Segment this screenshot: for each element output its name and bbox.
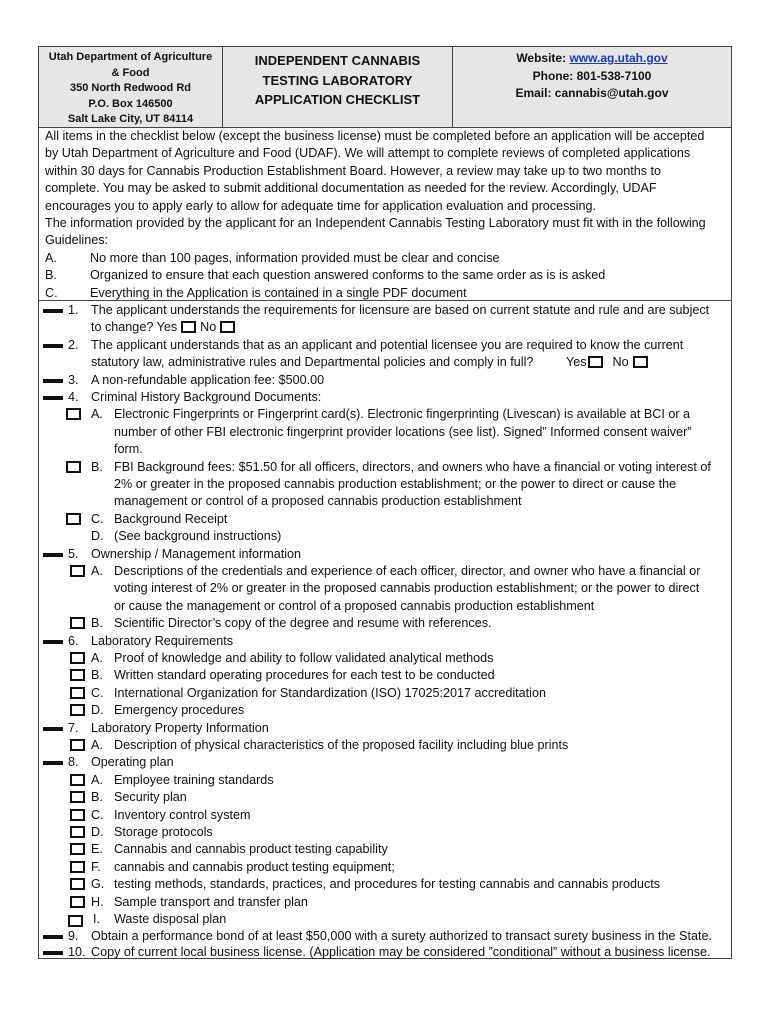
item-1-continued: to change? Yes No bbox=[39, 319, 731, 336]
checkbox[interactable] bbox=[70, 704, 85, 716]
website-link[interactable]: www.ag.utah.gov bbox=[569, 51, 668, 65]
checkbox[interactable] bbox=[70, 687, 85, 699]
checkbox[interactable] bbox=[70, 896, 85, 908]
form-title: INDEPENDENT CANNABIS TESTING LABORATORY APPLICATION CHECKLIST bbox=[223, 47, 453, 127]
section-divider bbox=[39, 300, 731, 301]
checklist-form bbox=[38, 46, 732, 959]
item-4c: C. Background Receipt bbox=[39, 511, 731, 528]
item-marker bbox=[43, 553, 63, 557]
checkbox[interactable] bbox=[70, 826, 85, 838]
item-8f: F. cannabis and cannabis product testing equipment; bbox=[39, 859, 731, 876]
checkbox[interactable] bbox=[70, 739, 85, 751]
checkbox[interactable] bbox=[70, 565, 85, 577]
guideline-b: B. Organized to ensure that each question answered conforms to the same order as is is asked bbox=[45, 268, 606, 283]
item-8h: H. Sample transport and transfer plan bbox=[39, 894, 731, 911]
item-6c: C. International Organization for Standardization (ISO) 17025:2017 accreditation bbox=[39, 685, 731, 702]
item-8c: C. Inventory control system bbox=[39, 807, 731, 824]
yes-checkbox[interactable] bbox=[588, 356, 603, 368]
item-marker bbox=[43, 379, 63, 383]
checkbox[interactable] bbox=[70, 791, 85, 803]
item-6a: A. Proof of knowledge and ability to follow validated analytical methods bbox=[39, 650, 731, 667]
guideline-a: A. No more than 100 pages, information provided must be clear and concise bbox=[45, 250, 500, 265]
instructions: All items in the checklist below (except the business license) must be completed before an application will be accepted by Utah Department of Agriculture and Food (UDAF). We will attempt to complete reviews of completed applications within 30 days for Cannabis Production Establishment Board. However, a review may take up to two months to complete. You may be asked to submit additional documentation as needed for the review. Accordingly, UDAF encourages you to apply early to allow for adequate time for application evaluation and processing. The information provided by the applicant for an Independent Cannabis Testing Laboratory must fit with in the following Guidelines: A. No more than 100 pages, information provided must be clear and concise B. Organized to ensure that each question answered conforms to the same order as is is asked C. Everything in the Application is contained in a single PDF document bbox=[45, 128, 729, 302]
item-4d: D. (See background instructions) bbox=[91, 529, 282, 544]
item-5: 5. Ownership / Management information bbox=[39, 546, 731, 563]
checkbox[interactable] bbox=[70, 878, 85, 890]
checkbox[interactable] bbox=[70, 617, 85, 629]
contact-info bbox=[453, 47, 731, 127]
form-header bbox=[39, 47, 731, 128]
item-1: 1. The applicant understands the requirements for licensure are based on current statute and rule and are subject bbox=[39, 302, 731, 319]
item-2-continued: statutory law, administrative rules and Departmental policies and comply in full? Yes No bbox=[39, 354, 731, 371]
item-4b-line-3: management or control of a proposed cannabis production establishment bbox=[114, 494, 522, 509]
checkbox[interactable] bbox=[70, 652, 85, 664]
item-5a-line-3: or cause the management or control of a proposed cannabis production establishment bbox=[114, 598, 595, 613]
item-marker bbox=[43, 951, 63, 955]
item-6d: D. Emergency procedures bbox=[39, 702, 731, 719]
item-8d: D. Storage protocols bbox=[39, 824, 731, 841]
phone-number: Phone: 801-538-7100 bbox=[532, 68, 652, 83]
checkbox[interactable] bbox=[66, 461, 81, 473]
item-8a: A. Employee training standards bbox=[39, 772, 731, 789]
checkbox[interactable] bbox=[66, 513, 81, 525]
item-4: 4. Criminal History Background Documents: bbox=[39, 389, 731, 406]
item-marker bbox=[43, 309, 63, 313]
agency-address: Utah Department of Agriculture & Food 350 North Redwood Rd P.O. Box 146500 Salt Lake City, UT 84114 bbox=[39, 47, 223, 127]
item-2: 2. The applicant understands that as an applicant and potential licensee you are required to know the current bbox=[39, 337, 731, 354]
no-checkbox[interactable] bbox=[220, 321, 235, 333]
item-4b-line-2: 2% or greater in the proposed cannabis production establishment; or the power to direct or cause the bbox=[114, 477, 677, 491]
item-5a-line-2: voting interest of 2% or greater in the proposed cannabis production establishment; or the power to direct bbox=[114, 581, 700, 596]
item-4a-line-2: number of other FBI electronic fingerprint provider locations (see list). Signed” Informed consent waiver” bbox=[114, 424, 692, 439]
item-6b: B. Written standard operating procedures for each test to be conducted bbox=[39, 667, 731, 684]
checkbox[interactable] bbox=[70, 843, 85, 855]
item-4a: A. Electronic Fingerprints or Fingerprint card(s). Electronic fingerprinting (Livescan) is available at BCI or a bbox=[39, 406, 731, 423]
item-marker bbox=[43, 761, 63, 765]
item-9: 9. Obtain a performance bond of at least $50,000 with a surety authorized to transact surety business in the State. bbox=[39, 928, 731, 945]
item-6: 6. Laboratory Requirements bbox=[39, 633, 731, 650]
checkbox[interactable] bbox=[70, 861, 85, 873]
item-marker bbox=[43, 344, 63, 348]
item-marker bbox=[43, 935, 63, 939]
item-marker bbox=[43, 396, 63, 400]
item-8b: B. Security plan bbox=[39, 789, 731, 806]
checkbox[interactable] bbox=[70, 809, 85, 821]
item-4b: B. FBI Background fees: $51.50 for all officers, directors, and owners who have a financial or voting interest of bbox=[39, 459, 731, 476]
checkbox[interactable] bbox=[70, 669, 85, 681]
email-address: Email: cannabis@utah.gov bbox=[515, 86, 669, 100]
item-7a: A. Description of physical characteristics of the proposed facility including blue prints bbox=[39, 737, 731, 754]
item-5a: A. Descriptions of the credentials and experience of each officer, director, and owner who have a financial or bbox=[39, 563, 731, 580]
yes-checkbox[interactable] bbox=[181, 321, 196, 333]
no-checkbox[interactable] bbox=[633, 356, 648, 368]
item-5b: B. Scientific Director’s copy of the degree and resume with references. bbox=[39, 615, 731, 632]
item-8i: I. Waste disposal plan bbox=[39, 911, 731, 928]
item-7: 7. Laboratory Property Information bbox=[39, 720, 731, 737]
item-4a-line-3: form. bbox=[114, 442, 143, 457]
item-marker bbox=[43, 640, 63, 644]
item-8: 8. Operating plan bbox=[39, 754, 731, 771]
website-label: Website: bbox=[516, 51, 570, 65]
item-8g: G. testing methods, standards, practices, and procedures for testing cannabis and cannabis products bbox=[39, 876, 731, 893]
checkbox[interactable] bbox=[66, 408, 81, 420]
item-marker bbox=[43, 727, 63, 731]
item-3: 3. A non-refundable application fee: $500.00 bbox=[39, 372, 731, 389]
checkbox[interactable] bbox=[70, 774, 85, 786]
guideline-c: C. Everything in the Application is contained in a single PDF document bbox=[45, 285, 467, 300]
item-8e: E. Cannabis and cannabis product testing capability bbox=[39, 841, 731, 858]
item-10: 10. Copy of current local business license. (Application may be considered ”conditional” without a business license. bbox=[39, 944, 731, 958]
checkbox[interactable] bbox=[68, 915, 83, 927]
